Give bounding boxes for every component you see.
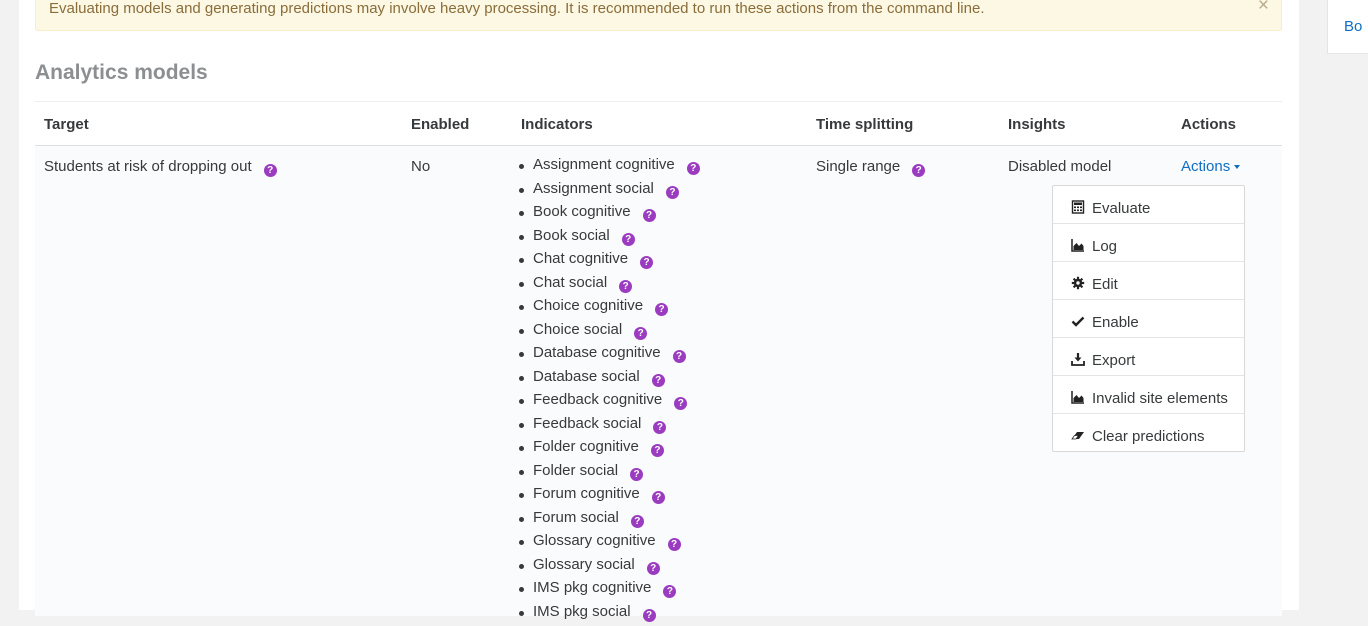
indicator-label: Forum cognitive [533,485,640,502]
table-top-divider [35,101,1282,102]
bullet-icon [519,258,524,263]
alert-close-icon[interactable]: × [1258,0,1269,15]
bullet-icon [519,470,524,475]
bullet-icon [519,329,524,334]
help-icon[interactable]: ? [668,538,681,551]
indicator-item [519,368,700,392]
indicator-item [519,579,700,603]
indicator-item [519,603,700,626]
indicator-item [519,438,700,462]
menu-item-label: Invalid site elements [1092,390,1228,407]
indicator-label: Assignment social [533,180,654,197]
help-icon[interactable]: ? [651,444,664,457]
help-icon[interactable]: ? [674,397,687,410]
indicator-label: Forum social [533,509,619,526]
indicator-item [519,532,700,556]
help-icon[interactable]: ? [666,186,679,199]
bullet-icon [519,399,524,404]
bullet-icon [519,611,524,616]
eraser-icon [1071,428,1085,442]
indicator-item [519,509,700,533]
gear-icon [1071,276,1085,290]
bullet-icon [519,164,524,169]
help-icon[interactable]: ? [647,562,660,575]
actions-dropdown-menu [1052,185,1245,452]
bullet-icon [519,517,524,522]
calculator-icon [1071,200,1085,214]
help-icon[interactable]: ? [634,327,647,340]
indicator-item [519,462,700,486]
main-region [19,0,1299,610]
help-icon[interactable]: ? [640,256,653,269]
header-time-splitting: Time splitting [816,116,913,133]
help-icon[interactable]: ? [631,515,644,528]
actions-dropdown-toggle[interactable] [1181,158,1240,175]
bullet-icon [519,376,524,381]
header-target: Target [44,116,89,133]
bullet-icon [519,305,524,310]
caret-down-icon [1234,165,1240,169]
indicator-item [519,485,700,509]
indicator-label: Assignment cognitive [533,156,675,173]
menu-item-edit[interactable] [1053,262,1244,300]
menu-item-label: Evaluate [1092,200,1150,217]
menu-item-invalid-site-elements[interactable] [1053,376,1244,414]
check-icon [1071,314,1085,328]
help-icon[interactable]: ? [630,468,643,481]
bullet-icon [519,540,524,545]
indicator-label: Book cognitive [533,203,631,220]
indicator-label: Chat social [533,274,607,291]
help-icon[interactable]: ? [673,350,686,363]
menu-item-enable[interactable] [1053,300,1244,338]
cell-insights: Disabled model [1008,158,1111,175]
indicator-label: IMS pkg social [533,603,631,620]
indicator-item [519,274,700,298]
bullet-icon [519,352,524,357]
help-icon[interactable]: ? [912,164,925,177]
indicator-item [519,180,700,204]
bullet-icon [519,493,524,498]
help-icon[interactable]: ? [264,164,277,177]
indicator-label: Feedback social [533,415,641,432]
indicator-item [519,203,700,227]
menu-item-evaluate[interactable] [1053,186,1244,224]
cell-time-splitting [816,158,925,177]
help-icon[interactable]: ? [653,421,666,434]
target-name: Students at risk of dropping out [44,158,252,175]
alert-text: Evaluating models and generating predictions may involve heavy processing. It is recommended to run these actions from the command line. [49,0,985,17]
indicator-label: Choice cognitive [533,297,643,314]
menu-item-label: Edit [1092,276,1118,293]
menu-item-label: Clear predictions [1092,428,1205,445]
indicator-label: Chat cognitive [533,250,628,267]
help-icon[interactable]: ? [643,609,656,622]
help-icon[interactable]: ? [652,374,665,387]
cell-target [44,158,277,177]
indicator-label: Database social [533,368,640,385]
indicator-label: IMS pkg cognitive [533,579,651,596]
time-splitting-name: Single range [816,158,900,175]
indicator-item [519,156,700,180]
indicator-label: Database cognitive [533,344,661,361]
help-icon[interactable]: ? [622,233,635,246]
header-actions: Actions [1181,116,1236,133]
bullet-icon [519,188,524,193]
bullet-icon [519,446,524,451]
indicator-label: Folder cognitive [533,438,639,455]
header-insights: Insights [1008,116,1066,133]
help-icon[interactable]: ? [652,491,665,504]
processing-warning-alert [35,0,1282,31]
help-icon[interactable]: ? [643,209,656,222]
indicator-item [519,415,700,439]
area-chart-icon [1071,390,1085,404]
indicator-item [519,391,700,415]
indicator-item [519,250,700,274]
indicator-label: Feedback cognitive [533,391,662,408]
help-icon[interactable]: ? [687,162,700,175]
menu-item-log[interactable] [1053,224,1244,262]
area-chart-icon [1071,238,1085,252]
menu-item-label: Log [1092,238,1117,255]
bullet-icon [519,564,524,569]
indicator-item [519,227,700,251]
indicator-item [519,297,700,321]
menu-item-clear-predictions[interactable] [1053,414,1244,451]
right-block-link[interactable]: Bo [1344,18,1362,35]
indicators-list [519,156,700,626]
help-icon[interactable]: ? [619,280,632,293]
cell-enabled: No [411,158,430,175]
download-icon [1071,352,1085,366]
indicator-item [519,556,700,580]
bullet-icon [519,587,524,592]
indicator-label: Glossary cognitive [533,532,656,549]
right-side-block [1327,0,1368,54]
indicator-label: Glossary social [533,556,635,573]
indicator-label: Folder social [533,462,618,479]
menu-item-export[interactable] [1053,338,1244,376]
header-enabled: Enabled [411,116,469,133]
indicator-item [519,321,700,345]
bullet-icon [519,282,524,287]
indicator-label: Choice social [533,321,622,338]
help-icon[interactable]: ? [655,303,668,316]
indicator-label: Book social [533,227,610,244]
help-icon[interactable]: ? [663,585,676,598]
actions-label: Actions [1181,158,1230,175]
indicator-item [519,344,700,368]
bullet-icon [519,235,524,240]
bullet-icon [519,423,524,428]
bullet-icon [519,211,524,216]
header-indicators: Indicators [521,116,593,133]
menu-item-label: Export [1092,352,1135,369]
menu-item-label: Enable [1092,314,1139,331]
page-title: Analytics models [35,61,208,85]
